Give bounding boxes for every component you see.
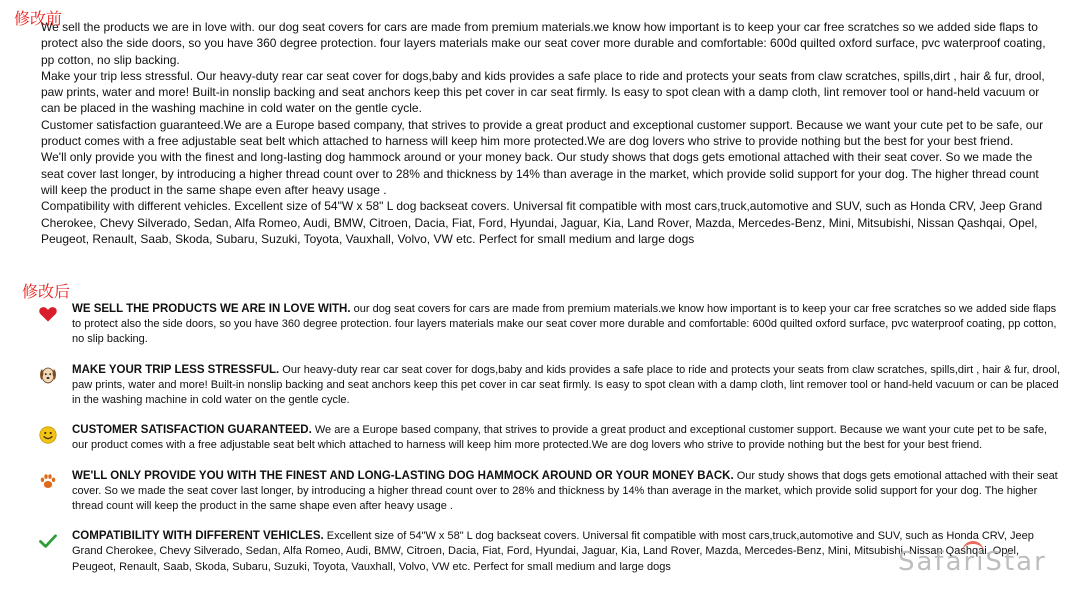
- bullet-body: our dog seat covers for cars are made from premium materials.we know how important is to keep your car free scratches so we added side flaps to protect also the side doors, so you have 360 degree protection. four layers materials make our seat cover more durable and comfortable: 600d quilted oxford surface, pvc waterproof coating, pp cotton, no slip backing.: [72, 303, 1057, 346]
- bullet-body: Our study shows that dogs gets emotional attached with their seat cover. So we made the seat cover last longer, by introducing a higher thread count over to 28% and thickness by 14% than average in the market, which provide solid support for your dog. The higher thread count will keep the product in the same shape even after heavy usage .: [72, 469, 1058, 513]
- after-description: [38, 302, 1060, 575]
- bullet-item: [38, 423, 1060, 453]
- after-label: 修改后: [22, 282, 71, 301]
- bullet-heading: CUSTOMER SATISFACTION GUARANTEED.: [72, 424, 312, 437]
- bullet-body: Excellent size of 54"W x 58" L dog backseat covers. Universal fit compatible with most cars,truck,automotive and SUV, such as Honda CRV, Jeep Grand Cherokee, Chevy Silverado, Sedan, Alfa Romeo, Audi, BMW, Citroen, Dacia, Fiat, Ford, Hyundai, Jaguar, Kia, Land Rover, Mazda, Mercedes-Benz, Mini, Mitsubishi, Nissan Qashqai, Opel, Peugeot, Renault, Saab, Skoda, Subaru, Suzuki, Toyota, Vauxhall, Volvo, VW etc. Perfect for small medium and large dogs: [72, 530, 1034, 573]
- heart-icon: [38, 304, 62, 328]
- before-description: [41, 19, 1057, 247]
- check-mark-icon: [38, 531, 62, 555]
- bullet-item: [38, 302, 1060, 348]
- bullet-heading: WE'LL ONLY PROVIDE YOU WITH THE FINEST AND LONG-LASTING DOG HAMMOCK AROUND OR YOUR MONEY BACK.: [72, 469, 734, 482]
- bullet-heading: WE SELL THE PRODUCTS WE ARE IN LOVE WITH.: [72, 303, 351, 315]
- bullet-item: [38, 469, 1060, 515]
- before-paragraph: Make your trip less stressful. Our heavy-duty rear car seat cover for dogs,baby and kids provides a safe place to ride and protects your seats from claw scratches, spills,dirt , hair & fur, drool, paw prints, water and more! Built-in nonslip backing and seat anchors keep this pet cover in car seat firmly. Is easy to spot clean with a damp cloth, lint remover tool or hand-held vacuum or can be placed in the washing machine in cold water on the gentle cycle.: [41, 68, 1045, 116]
- smiley-icon: [38, 425, 62, 449]
- watermark-text: SafariStar: [898, 547, 1047, 577]
- bullet-body: We are a Europe based company, that strives to provide a great product and exceptional customer support. Because we want your cute pet to be safe, our product comes with a free adjustable seat belt which attached to harness will keep him more protected.We are dog lovers who strive to provide nothing but the best for your best friend.: [72, 424, 1047, 452]
- before-paragraph: We'll only provide you with the finest and long-lasting dog hammock around or your money back. Our study shows that dogs gets emotional attached with their seat cover. So we made the seat cover last longer, by introducing a higher thread count over to 28% and thickness by 14% than average in the market, which provide solid support for your dog. The higher thread count will keep the product in the same shape even after heavy usage .: [41, 150, 1039, 197]
- watermark: [898, 547, 1047, 577]
- bullet-heading: COMPATIBILITY WITH DIFFERENT VEHICLES.: [72, 530, 324, 543]
- dog-face-icon: [38, 365, 62, 389]
- before-paragraph: Customer satisfaction guaranteed.We are a Europe based company, that strives to provide a great product and exceptional customer support. Because we want your cute pet to be safe, our product comes with a free adjustable seat belt which attached to harness will keep him more protected.We are dog lovers who strive to provide nothing but the best for your best friend.: [41, 117, 1044, 149]
- before-paragraph: Compatibility with different vehicles. Excellent size of 54"W x 58" L dog backseat covers. Universal fit compatible with most cars,truck,automotive and SUV, such as Honda CRV, Jeep Grand Cherokee, Chevy Silverado, Sedan, Alfa Romeo, Audi, BMW, Citroen, Dacia, Fiat, Ford, Hyundai, Jaguar, Kia, Land Rover, Mazda, Mercedes-Benz, Mini, Mitsubishi, Nissan Qashqai, Opel, Peugeot, Renault, Saab, Skoda, Subaru, Suzuki, Toyota, Vauxhall, Volvo, VW etc. Perfect for small medium and large dogs: [41, 199, 1043, 246]
- bullet-item: [38, 363, 1060, 409]
- before-label: 修改前: [14, 9, 63, 28]
- paw-print-icon: [38, 471, 62, 495]
- bullet-body: Our heavy-duty rear car seat cover for dogs,baby and kids provides a safe place to ride and protects your seats from claw scratches, spills,dirt , hair & fur, drool, paw prints, water and more! Built-in nonslip backing and seat anchors keep this pet cover in car seat firmly. Is easy to spot clean with a damp cloth, lint remover tool or hand-held vacuum or can be placed in the washing machine in cold water on the gentle cycle.: [72, 363, 1060, 407]
- bullet-heading: MAKE YOUR TRIP LESS STRESSFUL.: [72, 363, 280, 376]
- before-paragraph: We sell the products we are in love with. our dog seat covers for cars are made from premium materials.we know how important is to keep your car free scratches so we added side flaps to protect also the side doors, so you have 360 degree protection. four layers materials make our seat cover more durable and comfortable: 600d quilted oxford surface, pvc waterproof coating, pp cotton, no slip backing.: [41, 20, 1046, 67]
